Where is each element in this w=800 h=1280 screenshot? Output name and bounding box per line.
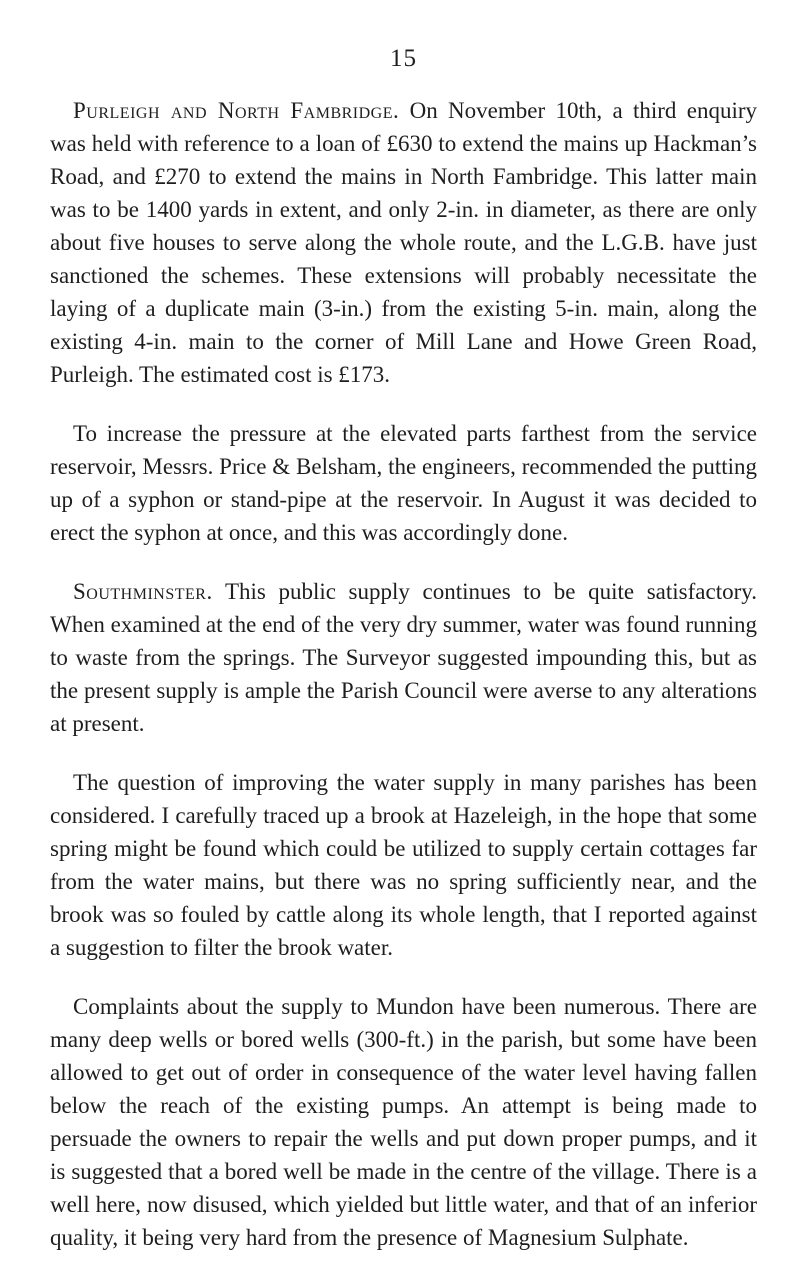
- paragraph-purleigh: [50, 94, 757, 391]
- page-number: 15: [390, 45, 417, 72]
- body-text: [50, 94, 757, 1280]
- paragraph-mundon: [50, 990, 757, 1254]
- section-heading-southminster: Southminster.: [73, 579, 213, 604]
- paragraph-hazeleigh: [50, 766, 757, 964]
- paragraph-text: To increase the pressure at the elevated parts farthest from the service reservoir, Messrs. Price & Belsham, the engineers, recommended the putting up of a syphon or stand-pipe at the reservoir. In August it was decided to erect the syphon at once, and this was accordingly done.: [50, 421, 757, 545]
- section-heading-purleigh: Purleigh and North Fambridge.: [73, 98, 400, 123]
- paragraph-syphon: [50, 417, 757, 549]
- paragraph-text: On November 10th, a third enquiry was held with reference to a loan of £630 to extend the mains up Hackman’s Road, and £270 to extend the mains in North Fambridge. This latter main was to be 1400 yards in extent, and only 2-in. in diameter, as there are only about five houses to serve along the whole route, and the L.G.B. have just sanctioned the schemes. These extensions will probably necessitate the laying of a duplicate main (3-in.) from the existing 5-in. main, along the existing 4-in. main to the corner of Mill Lane and Howe Green Road, Purleigh. The estimated cost is £173.: [50, 98, 758, 387]
- document-page: [50, 0, 757, 1261]
- paragraph-text: This public supply continues to be quite satisfactory. When examined at the end of the very dry summer, water was found running to waste from the springs. The Surveyor suggested impounding this, but as the present supply is ample the Parish Council were averse to any alterations at present.: [50, 579, 757, 736]
- paragraph-southminster: [50, 575, 757, 740]
- paragraph-text: The question of improving the water supply in many parishes has been considered. I carefully traced up a brook at Hazeleigh, in the hope that some spring might be found which could be utilized to supply certain cottages far from the water mains, but there was no spring sufficiently near, and the brook was so fouled by cattle along its whole length, that I reported against a suggestion to filter the brook water.: [50, 770, 757, 960]
- paragraph-text: Complaints about the supply to Mundon have been numerous. There are many deep wells or bored wells (300-ft.) in the parish, but some have been allowed to get out of order in consequence of the water level having fallen below the reach of the existing pumps. An attempt is being made to persuade the owners to repair the wells and put down proper pumps, and it is suggested that a bored well be made in the centre of the village. There is a well here, now disused, which yielded but little water, and that of an inferior quality, it being very hard from the presence of Magnesium Sulphate.: [50, 994, 757, 1250]
